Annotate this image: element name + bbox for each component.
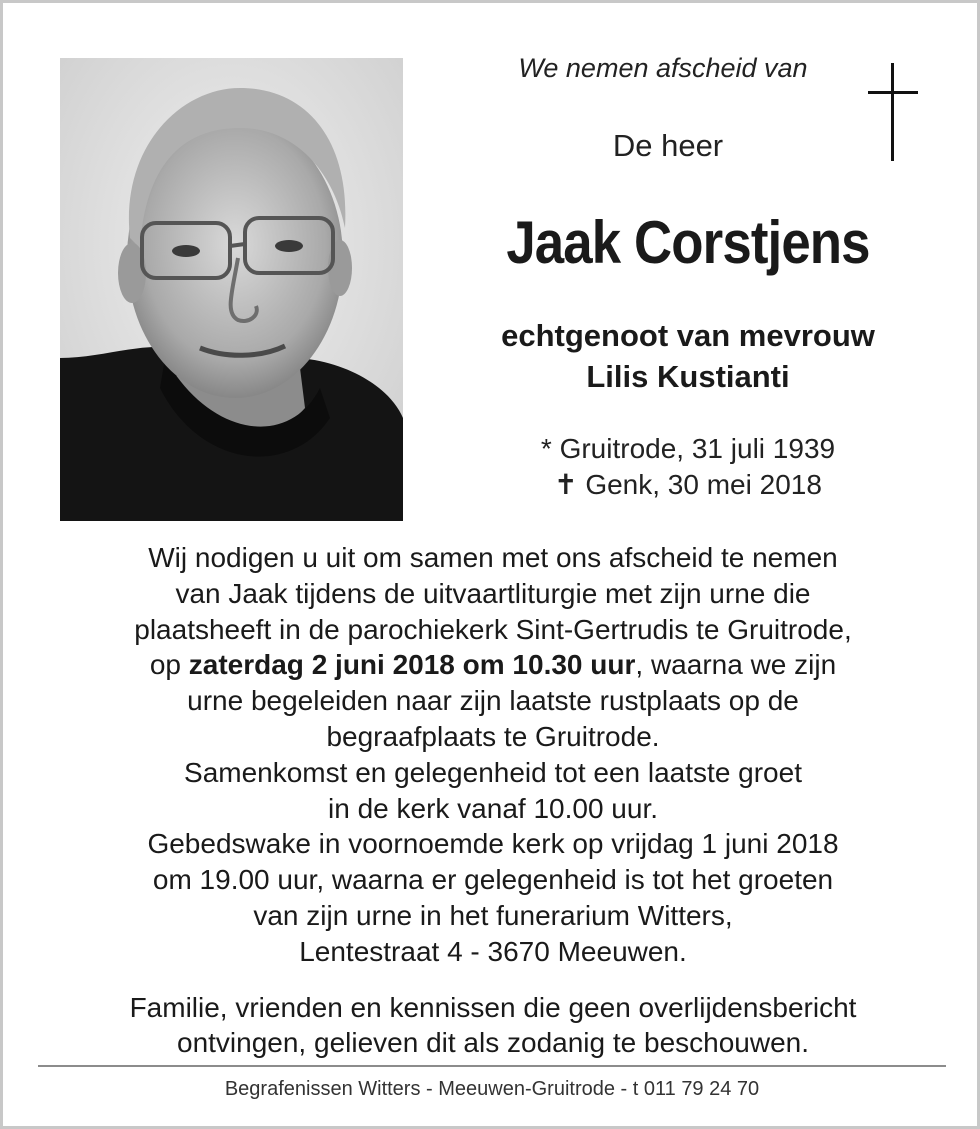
body-line: van Jaak tijdens de uitvaartliturgie met zijn urne die [175,577,811,609]
spouse-line-1: echtgenoot van mevrouw [501,318,875,353]
funeral-home-footer: Begrafenissen Witters - Meeuwen-Gruitrode - t 011 79 24 70 [224,1078,760,1100]
body-line: van zijn urne in het funerarium Witters, [253,899,733,931]
body-line: Wij nodigen u uit om samen met ons afscheid te nemen [148,542,838,573]
portrait-photo [60,58,403,521]
body-line: in de kerk vanaf 10.00 uur. [328,792,658,824]
body-text-segment: op [149,649,189,681]
body-line: Lentestraat 4 - 3670 Meeuwen. [299,935,687,967]
closing-line: Familie, vrienden en kennissen die geen overlijdensbericht [129,992,857,1023]
dates-block [433,431,943,503]
body-line: Samenkomst en gelegenheid tot een laatste groet [184,756,802,788]
closing-line: ontvingen, gelieven dit als zodanig te beschouwen. [177,1027,809,1058]
footer-divider [38,1065,946,1067]
honorific-title: De heer [612,128,724,163]
birth-line: * Gruitrode, 31 juli 1939 [540,433,836,464]
spouse-block [433,315,943,397]
deceased-name: Jaak Corstjens [506,209,870,276]
body-line: om 19.00 uur, waarna er gelegenheid is tot het groeten [152,864,834,896]
closing-note [43,990,943,1060]
body-text-segment: , waarna we zijn [635,649,837,681]
ceremony-datetime: zaterdag 2 juni 2018 om 10.30 uur [188,649,636,681]
body-line: Gebedswake in voornoemde kerk op vrijdag 1 juni 2018 [147,828,839,860]
funeral-details [43,540,943,970]
body-line-date [43,647,943,683]
body-line: urne begeleiden naar zijn laatste rustplaats op de [187,685,799,717]
body-line: plaatsheeft in de parochiekerk Sint-Gertrudis te Gruitrode, [134,613,852,645]
body-line: begraafplaats te Gruitrode. [326,720,660,752]
death-line: ✝ Genk, 30 mei 2018 [554,469,822,500]
intro-line: We nemen afscheid van [518,53,808,83]
spouse-name: Lilis Kustianti [586,359,790,394]
